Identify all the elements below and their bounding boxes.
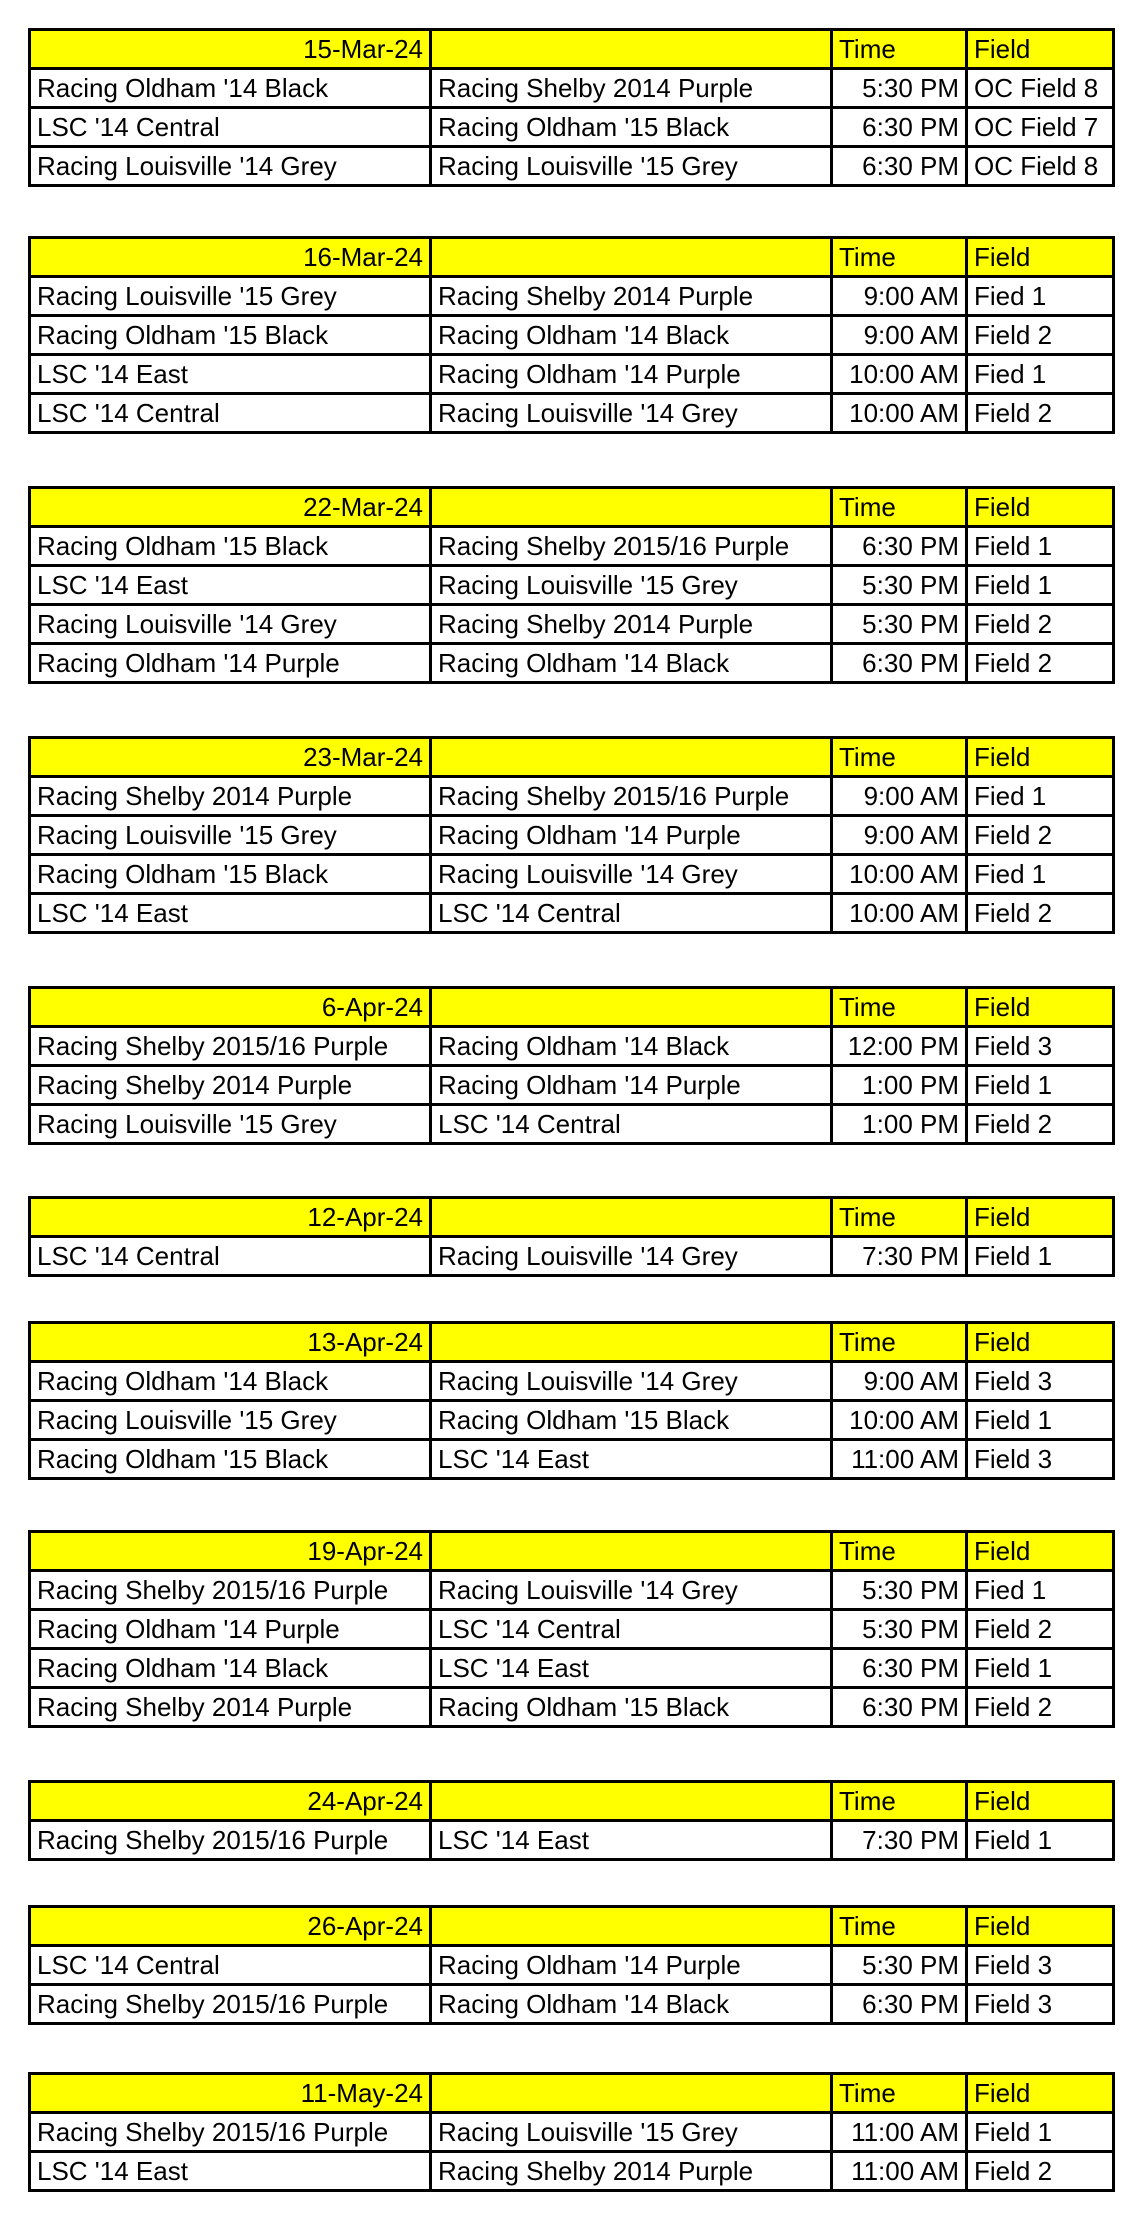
home-team-cell: Racing Louisville '15 Grey <box>30 1401 431 1440</box>
date-cell: 15-Mar-24 <box>30 30 431 69</box>
away-team-cell: LSC '14 East <box>431 1440 832 1479</box>
time-header: Time <box>832 30 967 69</box>
header-blank-cell <box>431 988 832 1027</box>
field-cell: Field 1 <box>967 2113 1114 2152</box>
away-team-cell: Racing Oldham '15 Black <box>431 1688 832 1727</box>
time-cell: 5:30 PM <box>832 1610 967 1649</box>
away-team-cell: Racing Oldham '15 Black <box>431 1401 832 1440</box>
home-team-cell: Racing Oldham '14 Black <box>30 1362 431 1401</box>
time-cell: 11:00 AM <box>832 2113 967 2152</box>
home-team-cell: Racing Shelby 2015/16 Purple <box>30 2113 431 2152</box>
away-team-cell: Racing Oldham '14 Black <box>431 644 832 683</box>
header-blank-cell <box>431 1198 832 1237</box>
time-cell: 5:30 PM <box>832 1571 967 1610</box>
home-team-cell: LSC '14 Central <box>30 1946 431 1985</box>
home-team-cell: LSC '14 East <box>30 355 431 394</box>
game-row <box>30 1105 1114 1144</box>
game-row <box>30 1985 1114 2024</box>
field-header: Field <box>967 30 1114 69</box>
home-team-cell: Racing Shelby 2015/16 Purple <box>30 1027 431 1066</box>
away-team-cell: LSC '14 Central <box>431 1105 832 1144</box>
away-team-cell: Racing Shelby 2014 Purple <box>431 605 832 644</box>
field-header: Field <box>967 1532 1114 1571</box>
field-cell: Field 1 <box>967 1401 1114 1440</box>
home-team-cell: Racing Oldham '15 Black <box>30 1440 431 1479</box>
field-header: Field <box>967 238 1114 277</box>
away-team-cell: Racing Oldham '14 Black <box>431 316 832 355</box>
date-header-row <box>30 30 1114 69</box>
away-team-cell: Racing Oldham '14 Purple <box>431 1066 832 1105</box>
schedule-day-table <box>28 1905 1115 2025</box>
time-cell: 5:30 PM <box>832 1946 967 1985</box>
field-header: Field <box>967 738 1114 777</box>
game-row <box>30 1649 1114 1688</box>
schedule-day-table <box>28 1196 1115 1277</box>
time-cell: 10:00 AM <box>832 355 967 394</box>
game-row <box>30 855 1114 894</box>
time-cell: 1:00 PM <box>832 1066 967 1105</box>
date-cell: 6-Apr-24 <box>30 988 431 1027</box>
game-row <box>30 355 1114 394</box>
home-team-cell: Racing Oldham '15 Black <box>30 855 431 894</box>
header-blank-cell <box>431 1907 832 1946</box>
game-row <box>30 1066 1114 1105</box>
date-header-row <box>30 1198 1114 1237</box>
date-cell: 22-Mar-24 <box>30 488 431 527</box>
time-cell: 5:30 PM <box>832 605 967 644</box>
time-cell: 10:00 AM <box>832 855 967 894</box>
away-team-cell: Racing Shelby 2015/16 Purple <box>431 777 832 816</box>
time-cell: 5:30 PM <box>832 566 967 605</box>
field-cell: Field 1 <box>967 566 1114 605</box>
home-team-cell: LSC '14 East <box>30 566 431 605</box>
date-header-row <box>30 988 1114 1027</box>
away-team-cell: Racing Shelby 2014 Purple <box>431 2152 832 2191</box>
date-cell: 24-Apr-24 <box>30 1782 431 1821</box>
date-header-row <box>30 238 1114 277</box>
home-team-cell: Racing Shelby 2015/16 Purple <box>30 1571 431 1610</box>
away-team-cell: Racing Oldham '14 Black <box>431 1985 832 2024</box>
game-row <box>30 777 1114 816</box>
game-row <box>30 1440 1114 1479</box>
game-row <box>30 147 1114 186</box>
home-team-cell: Racing Shelby 2015/16 Purple <box>30 1821 431 1860</box>
schedule-day-table <box>28 236 1115 434</box>
away-team-cell: LSC '14 East <box>431 1821 832 1860</box>
date-cell: 13-Apr-24 <box>30 1323 431 1362</box>
time-cell: 9:00 AM <box>832 277 967 316</box>
time-cell: 11:00 AM <box>832 1440 967 1479</box>
schedule-day-table <box>28 28 1115 187</box>
away-team-cell: LSC '14 East <box>431 1649 832 1688</box>
time-cell: 11:00 AM <box>832 2152 967 2191</box>
home-team-cell: LSC '14 East <box>30 2152 431 2191</box>
game-row <box>30 1362 1114 1401</box>
away-team-cell: Racing Louisville '14 Grey <box>431 1237 832 1276</box>
time-cell: 9:00 AM <box>832 1362 967 1401</box>
away-team-cell: Racing Oldham '14 Purple <box>431 1946 832 1985</box>
date-header-row <box>30 1532 1114 1571</box>
field-cell: Field 1 <box>967 1066 1114 1105</box>
home-team-cell: Racing Oldham '14 Black <box>30 69 431 108</box>
schedule-day-table <box>28 1530 1115 1728</box>
schedule-day-table <box>28 1321 1115 1480</box>
home-team-cell: Racing Shelby 2014 Purple <box>30 1688 431 1727</box>
field-cell: Field 3 <box>967 1362 1114 1401</box>
time-cell: 5:30 PM <box>832 69 967 108</box>
time-cell: 10:00 AM <box>832 894 967 933</box>
field-cell: Field 2 <box>967 1105 1114 1144</box>
away-team-cell: Racing Louisville '15 Grey <box>431 147 832 186</box>
away-team-cell: Racing Louisville '15 Grey <box>431 2113 832 2152</box>
field-cell: OC Field 8 <box>967 69 1114 108</box>
time-cell: 9:00 AM <box>832 316 967 355</box>
game-row <box>30 1688 1114 1727</box>
time-cell: 1:00 PM <box>832 1105 967 1144</box>
game-row <box>30 1821 1114 1860</box>
schedule-day-table <box>28 736 1115 934</box>
time-header: Time <box>832 1532 967 1571</box>
date-cell: 16-Mar-24 <box>30 238 431 277</box>
date-cell: 26-Apr-24 <box>30 1907 431 1946</box>
time-header: Time <box>832 1782 967 1821</box>
home-team-cell: Racing Oldham '14 Black <box>30 1649 431 1688</box>
field-cell: Field 3 <box>967 1946 1114 1985</box>
schedule-day-table <box>28 2072 1115 2192</box>
game-row <box>30 1237 1114 1276</box>
game-row <box>30 605 1114 644</box>
field-cell: Field 2 <box>967 394 1114 433</box>
away-team-cell: LSC '14 Central <box>431 1610 832 1649</box>
field-cell: Fied 1 <box>967 355 1114 394</box>
game-row <box>30 1946 1114 1985</box>
game-row <box>30 277 1114 316</box>
time-cell: 6:30 PM <box>832 644 967 683</box>
date-cell: 23-Mar-24 <box>30 738 431 777</box>
away-team-cell: Racing Shelby 2014 Purple <box>431 69 832 108</box>
away-team-cell: Racing Oldham '14 Purple <box>431 355 832 394</box>
home-team-cell: Racing Shelby 2014 Purple <box>30 777 431 816</box>
field-header: Field <box>967 1198 1114 1237</box>
time-cell: 9:00 AM <box>832 777 967 816</box>
away-team-cell: Racing Louisville '14 Grey <box>431 1362 832 1401</box>
game-row <box>30 527 1114 566</box>
home-team-cell: Racing Shelby 2015/16 Purple <box>30 1985 431 2024</box>
home-team-cell: Racing Louisville '15 Grey <box>30 816 431 855</box>
time-cell: 12:00 PM <box>832 1027 967 1066</box>
field-cell: Field 1 <box>967 527 1114 566</box>
game-row <box>30 894 1114 933</box>
game-row <box>30 566 1114 605</box>
home-team-cell: Racing Louisville '15 Grey <box>30 1105 431 1144</box>
game-row <box>30 816 1114 855</box>
away-team-cell: Racing Louisville '14 Grey <box>431 394 832 433</box>
field-cell: Field 2 <box>967 316 1114 355</box>
time-cell: 6:30 PM <box>832 147 967 186</box>
field-cell: Fied 1 <box>967 777 1114 816</box>
away-team-cell: Racing Oldham '15 Black <box>431 108 832 147</box>
game-row <box>30 1571 1114 1610</box>
away-team-cell: Racing Louisville '15 Grey <box>431 566 832 605</box>
time-header: Time <box>832 2074 967 2113</box>
time-header: Time <box>832 488 967 527</box>
field-cell: Field 3 <box>967 1440 1114 1479</box>
home-team-cell: LSC '14 East <box>30 894 431 933</box>
header-blank-cell <box>431 1782 832 1821</box>
field-header: Field <box>967 988 1114 1027</box>
game-row <box>30 2113 1114 2152</box>
schedule-day-table <box>28 1780 1115 1861</box>
game-row <box>30 2152 1114 2191</box>
home-team-cell: LSC '14 Central <box>30 1237 431 1276</box>
field-header: Field <box>967 1907 1114 1946</box>
field-cell: Fied 1 <box>967 1571 1114 1610</box>
away-team-cell: Racing Louisville '14 Grey <box>431 855 832 894</box>
date-header-row <box>30 1907 1114 1946</box>
field-cell: Fied 1 <box>967 855 1114 894</box>
header-blank-cell <box>431 488 832 527</box>
date-header-row <box>30 1323 1114 1362</box>
home-team-cell: LSC '14 Central <box>30 394 431 433</box>
field-cell: Field 3 <box>967 1027 1114 1066</box>
field-header: Field <box>967 1323 1114 1362</box>
header-blank-cell <box>431 1323 832 1362</box>
field-cell: Field 2 <box>967 816 1114 855</box>
game-row <box>30 644 1114 683</box>
field-cell: Field 2 <box>967 644 1114 683</box>
field-header: Field <box>967 1782 1114 1821</box>
date-cell: 19-Apr-24 <box>30 1532 431 1571</box>
schedule-day-table <box>28 486 1115 684</box>
time-cell: 6:30 PM <box>832 527 967 566</box>
time-header: Time <box>832 1198 967 1237</box>
away-team-cell: Racing Louisville '14 Grey <box>431 1571 832 1610</box>
home-team-cell: Racing Oldham '15 Black <box>30 527 431 566</box>
game-row <box>30 1610 1114 1649</box>
header-blank-cell <box>431 238 832 277</box>
home-team-cell: Racing Shelby 2014 Purple <box>30 1066 431 1105</box>
time-header: Time <box>832 238 967 277</box>
header-blank-cell <box>431 30 832 69</box>
time-cell: 7:30 PM <box>832 1821 967 1860</box>
field-cell: Field 1 <box>967 1649 1114 1688</box>
game-row <box>30 394 1114 433</box>
date-header-row <box>30 2074 1114 2113</box>
home-team-cell: Racing Louisville '14 Grey <box>30 147 431 186</box>
header-blank-cell <box>431 1532 832 1571</box>
time-header: Time <box>832 1323 967 1362</box>
field-cell: Field 1 <box>967 1821 1114 1860</box>
home-team-cell: LSC '14 Central <box>30 108 431 147</box>
field-header: Field <box>967 488 1114 527</box>
date-cell: 11-May-24 <box>30 2074 431 2113</box>
away-team-cell: LSC '14 Central <box>431 894 832 933</box>
field-cell: Field 2 <box>967 1610 1114 1649</box>
away-team-cell: Racing Shelby 2015/16 Purple <box>431 527 832 566</box>
time-cell: 10:00 AM <box>832 394 967 433</box>
game-row <box>30 108 1114 147</box>
home-team-cell: Racing Oldham '14 Purple <box>30 1610 431 1649</box>
field-cell: Field 2 <box>967 2152 1114 2191</box>
game-row <box>30 1027 1114 1066</box>
away-team-cell: Racing Oldham '14 Black <box>431 1027 832 1066</box>
field-cell: Field 1 <box>967 1237 1114 1276</box>
time-header: Time <box>832 1907 967 1946</box>
time-header: Time <box>832 988 967 1027</box>
home-team-cell: Racing Louisville '14 Grey <box>30 605 431 644</box>
header-blank-cell <box>431 2074 832 2113</box>
schedule-day-table <box>28 986 1115 1145</box>
game-row <box>30 316 1114 355</box>
field-cell: OC Field 8 <box>967 147 1114 186</box>
away-team-cell: Racing Shelby 2014 Purple <box>431 277 832 316</box>
field-cell: Field 2 <box>967 605 1114 644</box>
header-blank-cell <box>431 738 832 777</box>
date-cell: 12-Apr-24 <box>30 1198 431 1237</box>
field-cell: Fied 1 <box>967 277 1114 316</box>
time-cell: 6:30 PM <box>832 1649 967 1688</box>
time-header: Time <box>832 738 967 777</box>
field-header: Field <box>967 2074 1114 2113</box>
time-cell: 6:30 PM <box>832 1985 967 2024</box>
date-header-row <box>30 488 1114 527</box>
date-header-row <box>30 738 1114 777</box>
time-cell: 7:30 PM <box>832 1237 967 1276</box>
date-header-row <box>30 1782 1114 1821</box>
field-cell: Field 2 <box>967 1688 1114 1727</box>
field-cell: Field 2 <box>967 894 1114 933</box>
home-team-cell: Racing Oldham '14 Purple <box>30 644 431 683</box>
field-cell: OC Field 7 <box>967 108 1114 147</box>
time-cell: 10:00 AM <box>832 1401 967 1440</box>
away-team-cell: Racing Oldham '14 Purple <box>431 816 832 855</box>
field-cell: Field 3 <box>967 1985 1114 2024</box>
time-cell: 9:00 AM <box>832 816 967 855</box>
time-cell: 6:30 PM <box>832 1688 967 1727</box>
game-row <box>30 69 1114 108</box>
time-cell: 6:30 PM <box>832 108 967 147</box>
home-team-cell: Racing Oldham '15 Black <box>30 316 431 355</box>
home-team-cell: Racing Louisville '15 Grey <box>30 277 431 316</box>
game-row <box>30 1401 1114 1440</box>
